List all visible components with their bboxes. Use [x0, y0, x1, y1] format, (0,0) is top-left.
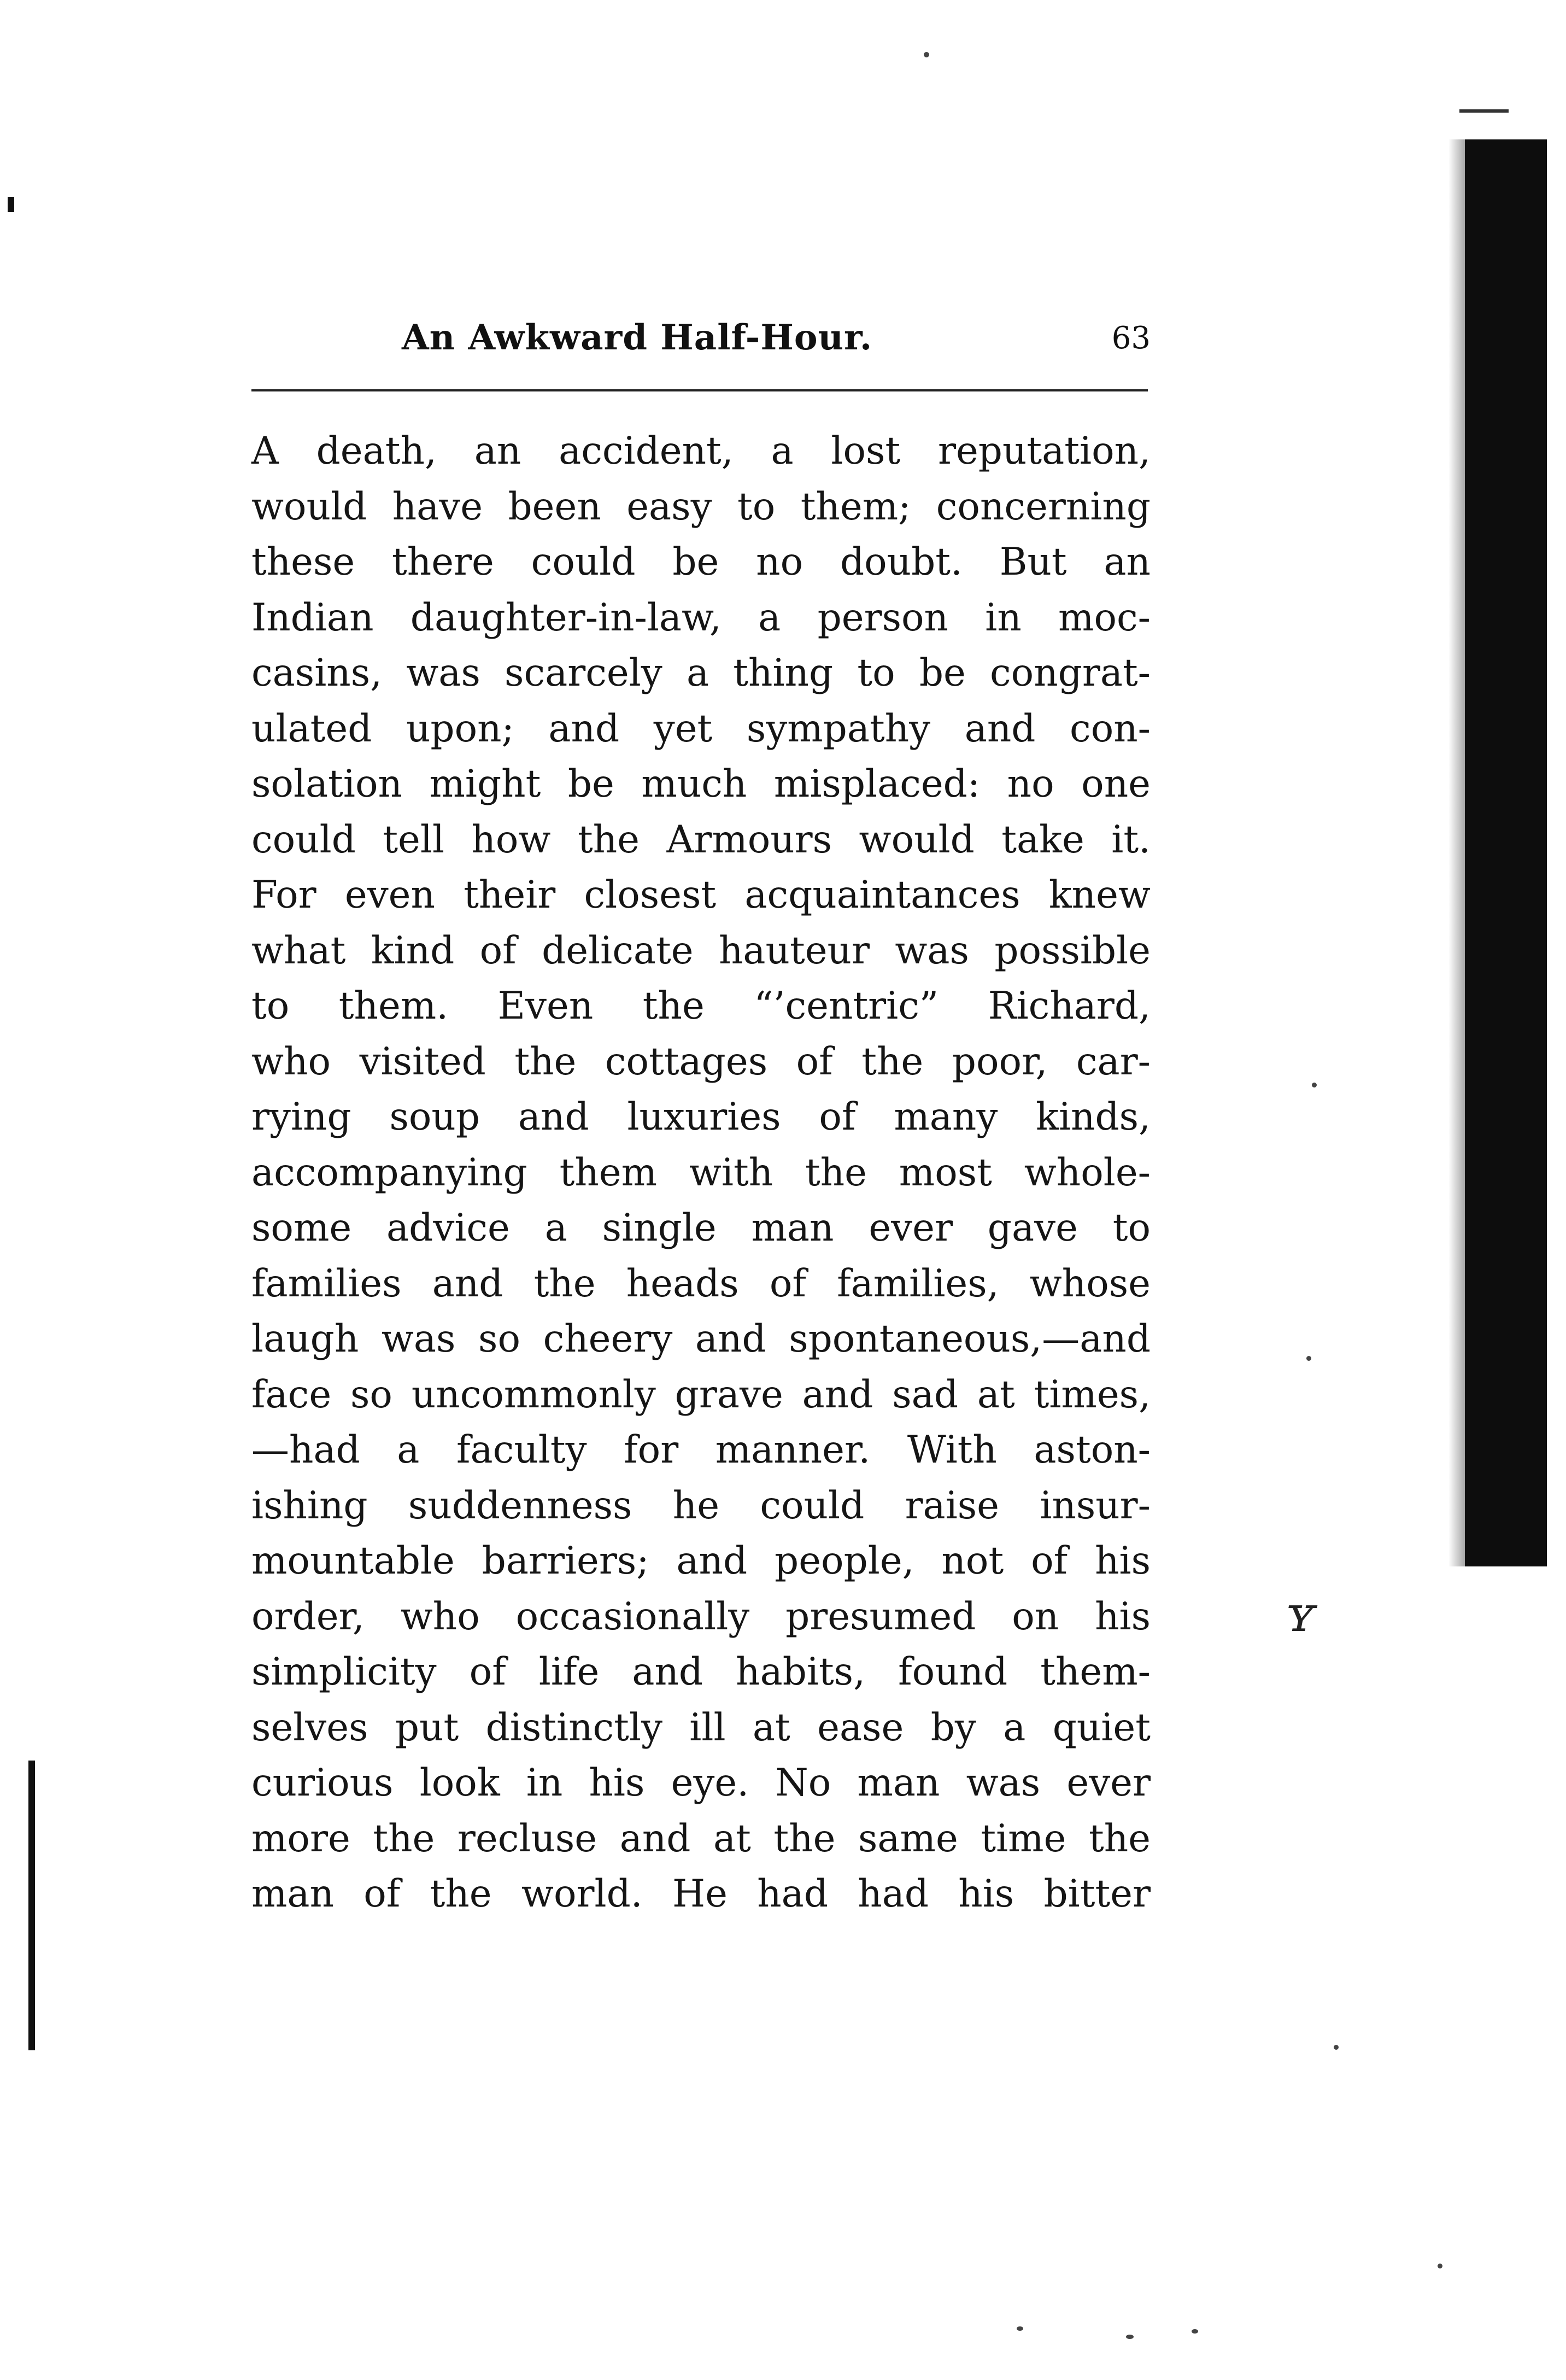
scan-speck [1312, 1083, 1317, 1087]
scan-artifact-pencil-mark: ʏ [1285, 1586, 1317, 1643]
text-line: to them. Even the “’centric” Richard, [251, 984, 1151, 1028]
text-line: could tell how the Armours would take it. [251, 817, 1151, 862]
scan-speck [1192, 2329, 1198, 2334]
text-line: what kind of delicate hauteur was possible [251, 928, 1151, 973]
text-line: face so uncommonly grave and sad at times, [251, 1372, 1151, 1417]
text-line: solation might be much misplaced: no one [251, 762, 1151, 806]
text-line: accompanying them with the most whole- [251, 1150, 1151, 1195]
text-line: selves put distinctly ill at ease by a quiet [251, 1705, 1151, 1750]
scan-artifact-edge-shadow [1465, 139, 1547, 1566]
text-line: order, who occasionally presumed on his [251, 1594, 1151, 1639]
text-line: rying soup and luxuries of many kinds, [251, 1095, 1151, 1139]
scan-artifact-mark [8, 197, 14, 212]
scan-speck [1334, 2045, 1339, 2050]
text-line: these there could be no doubt. But an [251, 540, 1151, 584]
text-line: mountable barriers; and people, not of his [251, 1539, 1151, 1583]
text-line: A death, an accident, a lost reputation, [251, 429, 1151, 473]
scan-speck [1306, 1356, 1311, 1361]
text-line: man of the world. He had had his bitter [251, 1872, 1151, 1916]
text-line: some advice a single man ever gave to [251, 1206, 1151, 1250]
text-line: Indian daughter-in-law, a person in moc- [251, 595, 1151, 640]
text-line: casins, was scarcely a thing to be congrat- [251, 651, 1151, 695]
scan-speck [1438, 2264, 1442, 2268]
text-line: ishing suddenness he could raise insur- [251, 1483, 1151, 1528]
scan-speck [1017, 2326, 1023, 2331]
scan-speck [1126, 2335, 1134, 2339]
body-text [251, 424, 1151, 1922]
text-line: —had a faculty for manner. With aston- [251, 1428, 1151, 1472]
running-header [249, 317, 1151, 366]
text-line: more the recluse and at the same time the [251, 1816, 1151, 1861]
scan-speck [924, 52, 929, 57]
text-line: simplicity of life and habits, found them- [251, 1650, 1151, 1694]
text-line: curious look in his eye. No man was ever [251, 1761, 1151, 1805]
text-line: would have been easy to them; concerning [251, 484, 1151, 529]
scan-artifact-left-bar [28, 1761, 35, 2050]
header-rule [251, 389, 1148, 391]
text-line: For even their closest acquaintances knew [251, 873, 1151, 917]
scan-artifact-top-mark [1459, 109, 1509, 113]
running-title: An Awkward Half-Hour. [402, 317, 873, 358]
page-number: 63 [1111, 320, 1151, 356]
text-line: ulated upon; and yet sympathy and con- [251, 706, 1151, 751]
text-line: families and the heads of families, whose [251, 1261, 1151, 1306]
text-line: who visited the cottages of the poor, car- [251, 1039, 1151, 1084]
text-line: laugh was so cheery and spontaneous,—and [251, 1317, 1151, 1361]
